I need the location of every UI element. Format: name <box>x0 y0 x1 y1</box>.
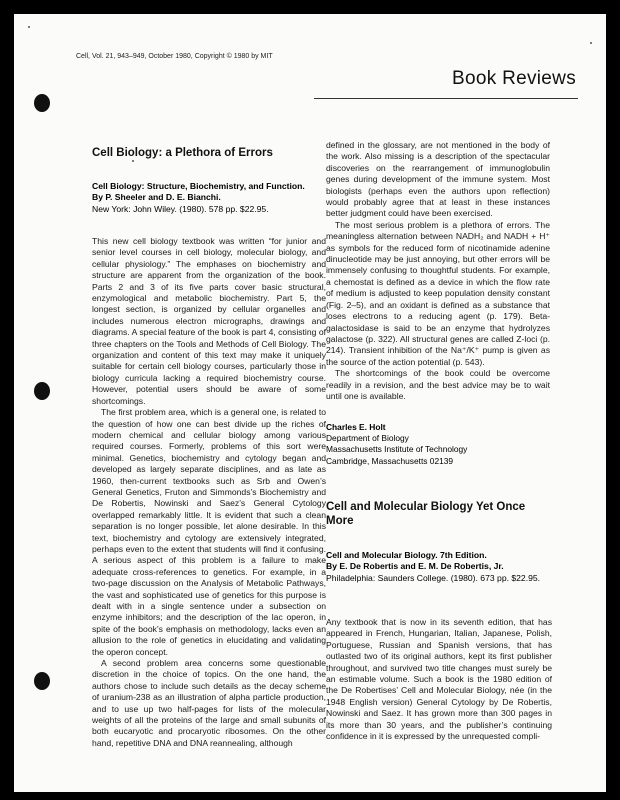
review2-paragraph: Any textbook that is now in its seventh edition, that has appeared in French, Hungarian, Italian, Japanese, Polish, Portuguese, Russian and Spanish versions, that has outlasted two of its original authors, kept its first publisher throughout, and survived two title changes must surely be an estimable volume. Such a book is the 1980 edition of the De Robertises’ Cell and Molecular Biology, née (in the 1948 English version) General Cytology by De Robertis, Nowinski and Saez. It has grown more than 300 pages in its more than 30 years, and the publisher’s continuing confidence in it is expressed by the unrequested compli- <box>326 617 552 742</box>
review1-paragraph: This new cell biology textbook was written “for junior and senior level courses in cell biology, molecular biology, and cellular physiology.” The emphases on biochemistry and structure are apparent from the organization of the book. Parts 2 and 3 of its five parts cover basic structural, enzymological and metabolic biochemistry. Part 5, the longest section, is organized by cellular organelles and includes numerous electron micrographs, drawings and diagrams. A special feature of the book is part 4, consisting of three chapters on the Tools and Methods of Cell Biology. The organization and content of this text may make it uniquely suitable for certain cell biology courses, particularly those in biology curricula lacking a required biochemistry course. However, potential users should be aware of some shortcomings. <box>92 236 326 406</box>
review1-citation <box>92 181 324 215</box>
review2-heading <box>326 500 546 528</box>
review1-body-right <box>326 140 550 402</box>
speck <box>28 26 30 28</box>
review2-authors: By E. De Robertis and E. M. De Robertis, Jr. <box>326 561 504 572</box>
section-rule <box>314 98 578 99</box>
reviewer-institution: Massachusetts Institute of Technology <box>326 444 468 455</box>
review1-paragraph: defined in the glossary, are not mentioned in the body of the work. Also missing is a description of the spectacular discoveries on the rearrangement of immunoglobulin genes during development of the immune system. Most biologists (perhaps even the authors upon reflection) would probably agree that at least in these instances better judgment could have been exercised. <box>326 140 550 219</box>
review2-title: Cell and Molecular Biology Yet Once More <box>326 501 526 527</box>
review1-body-left <box>92 236 326 749</box>
running-head: Cell, Vol. 21, 943–949, October 1980, Copyright © 1980 by MIT <box>76 53 273 60</box>
speck <box>590 42 592 44</box>
review1-paragraph: The most serious problem is a plethora of errors. The meaningless alternation between NADH₂ and NADH + H⁺ as symbols for the reduced form of nicotinamide adenine dinucleotide may be just annoying, but other errors will be immensely confusing to thoughtful students. For example, a chemostat is defined as a device in which the flow rate of medium is adjusted to keep population density constant (Fig. 2–5), and an oxidant is defined as a substance that loses electrons to a reducing agent (p. 179). Beta-galactosidase is said to be an enzyme that hydrolyzes galactose (p. 322). All structural genes are called Z-loci (p. 214). Transient inhibition of the Na⁺/K⁺ pump is given as the source of the action potential (p. 543). <box>326 219 550 367</box>
binder-hole <box>34 94 50 112</box>
review2-citation <box>326 550 552 584</box>
review2-body <box>326 617 552 742</box>
review1-book-title: Cell Biology: Structure, Biochemistry, and Function. <box>92 181 305 191</box>
review1-publisher: New York: John Wiley. (1980). 578 pp. $22.95. <box>92 203 269 214</box>
binder-hole <box>34 382 50 400</box>
reviewer-address: Cambridge, Massachusetts 02139 <box>326 455 454 466</box>
binder-hole <box>34 672 50 690</box>
review1-paragraph: The shortcomings of the book could be overcome readily in a revision, and the best advice may be to wait until one is available. <box>326 368 550 401</box>
journal-page <box>14 14 606 792</box>
review1-heading <box>92 146 322 160</box>
reviewer-dept: Department of Biology <box>326 433 409 444</box>
reviewer-name: Charles E. Holt <box>326 422 386 432</box>
review1-paragraph: The first problem area, which is a general one, is related to the question of how one can best divide up the riches of modern chemical and cellular biology among various required courses. Formerly, problems of this sort were minimal. Genetics, biochemistry and cytology began and developed as largely separate disciplines, and as late as 1960, then-current textbooks such as Srb and Owen’s General Genetics, Fruton and Simmonds’s Biochemistry and De Robertis, Nowinski and Saez’s General Cytology overlapped remarkably little. It is evident that such a clean separation is no longer possible, let alone desirable. In this text, biochemistry and cytology are extensively integrated, perhaps even to the extent that students will find it confusing. A serious aspect of this problem is a failure to make adequate cross-references to genetics. For example, in a two-page discussion on the Analysis of Metabolic Pathways, the vast and sophisticated use of genetics for this purpose is dealt with in a single sentence under a subsection on enzyme inhibitors; and the description of the lac operon, in spite of the book’s emphasis on methodology, lacks even an allusion to the role of genetics in elucidating and validating the operon concept. <box>92 407 326 657</box>
section-title: Book Reviews <box>452 68 576 89</box>
review1-title: Cell Biology: a Plethora of Errors <box>92 147 273 159</box>
review1-authors: By P. Sheeler and D. E. Bianchi. <box>92 192 221 203</box>
review1-signature <box>326 422 550 467</box>
review2-publisher: Philadelphia: Saunders College. (1980). 673 pp. $22.95. <box>326 572 541 583</box>
review2-book-title: Cell and Molecular Biology. 7th Edition. <box>326 550 487 560</box>
review1-paragraph: A second problem area concerns some questionable discretion in the choice of topics. On the one hand, the authors chose to include such details as the decay scheme of uranium-238 as an illustration of alpha particle production, and to use up two half-pages for lists of the molecular weights of all the proteins of the large and small subunits of both eucaryotic and procaryotic ribosomes. On the other hand, repetitive DNA and DNA reannealing, although <box>92 658 326 748</box>
speck <box>132 160 134 162</box>
